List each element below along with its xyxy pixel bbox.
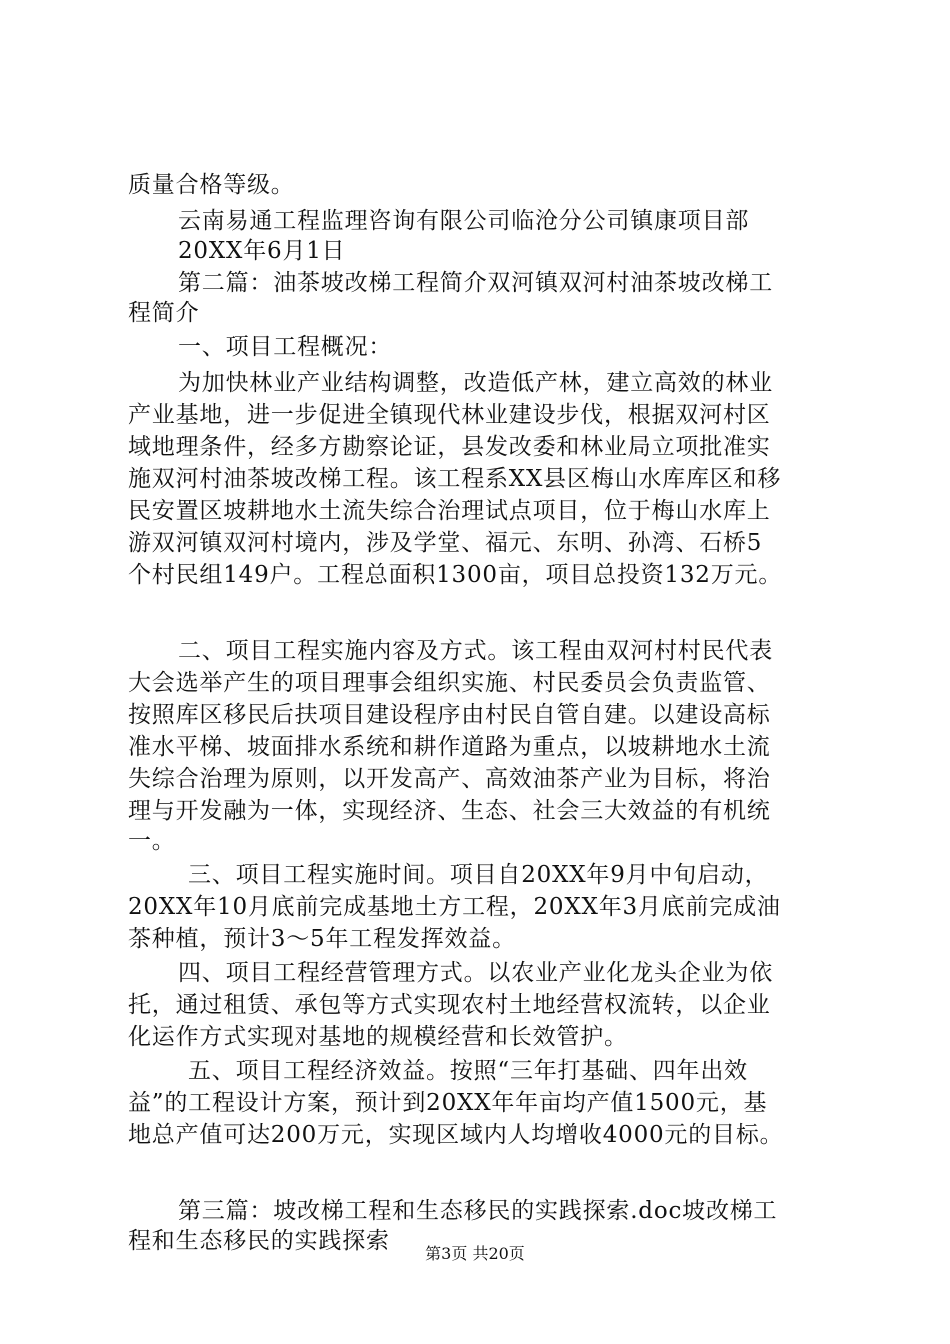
paragraph-line: 20XX年10月底前完成基地土方工程，20XX年3月底前完成油 [128,894,781,920]
paragraph-line: 失综合治理为原则，以开发高产、高效油茶产业为目标，将治 [128,766,771,792]
paragraph-line: 质量合格等级。 [128,172,295,198]
paragraph-line: 施双河村油茶坡改梯工程。该工程系XX县区梅山水库库区和移 [128,466,782,492]
section-heading-line: 程和生态移民的实践探索 [128,1228,390,1254]
paragraph-line: 大会选举产生的项目理事会组织实施、村民委员会负责监管、 [128,670,771,696]
paragraph-line: 准水平梯、坡面排水系统和耕作道路为重点，以坡耕地水土流 [128,734,771,760]
paragraph-line: 茶种植，预计3～5年工程发挥效益。 [128,926,516,952]
paragraph-line: 四、项目工程经营管理方式。以农业产业化龙头企业为依 [178,960,773,986]
subheading-line: 一、项目工程概况： [178,334,393,360]
paragraph-line: 为加快林业产业结构调整，改造低产林，建立高效的林业 [178,370,773,396]
paragraph-line: 五、项目工程经济效益。按照“三年打基础、四年出效 [188,1058,748,1084]
date-line: 20XX年6月1日 [178,238,346,264]
page-footer: 第3页 共20页 [425,1244,525,1263]
paragraph-line: 一。 [128,828,176,854]
paragraph-line: 地总产值可达200万元，实现区域内人均增收4000元的目标。 [128,1122,784,1148]
paragraph-line: 域地理条件，经多方勘察论证，县发改委和林业局立项批准实 [128,434,771,460]
company-signature-line: 云南易通工程监理咨询有限公司临沧分公司镇康项目部 [178,208,750,234]
section-heading-line: 程简介 [128,300,200,326]
paragraph-line: 民安置区坡耕地水土流失综合治理试点项目，位于梅山水库上 [128,498,771,524]
paragraph-line: 游双河镇双河村境内，涉及学堂、福元、东明、孙湾、石桥5 [128,530,763,556]
paragraph-line: 托，通过租赁、承包等方式实现农村土地经营权流转，以企业 [128,992,771,1018]
paragraph-line: 个村民组149户。工程总面积1300亩，项目总投资132万元。 [128,562,783,588]
paragraph-line: 益”的工程设计方案，预计到20XX年年亩均产值1500元，基 [128,1090,768,1116]
paragraph-line: 三、项目工程实施时间。项目自20XX年9月中旬启动， [188,862,769,888]
paragraph-line: 二、项目工程实施内容及方式。该工程由双河村村民代表 [178,638,773,664]
section-heading-line: 第三篇：坡改梯工程和生态移民的实践探索.doc坡改梯工 [178,1198,778,1224]
paragraph-line: 理与开发融为一体，实现经济、生态、社会三大效益的有机统 [128,798,771,824]
paragraph-line: 产业基地，进一步促进全镇现代林业建设步伐，根据双河村区 [128,402,771,428]
paragraph-line: 按照库区移民后扶项目建设程序由村民自管自建。以建设高标 [128,702,771,728]
paragraph-line: 化运作方式实现对基地的规模经营和长效管护。 [128,1024,628,1050]
section-heading-line: 第二篇：油茶坡改梯工程简介双河镇双河村油茶坡改梯工 [178,270,773,296]
